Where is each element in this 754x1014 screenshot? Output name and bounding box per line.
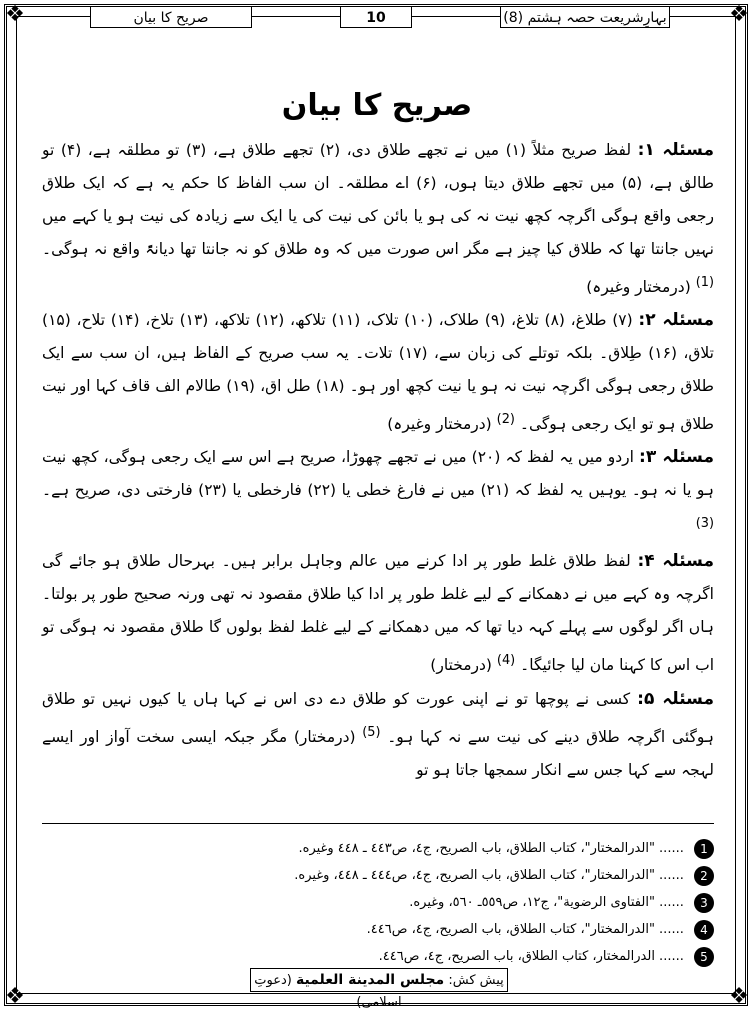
footnote-text: ...... الدرالمختار، كتاب الطلاق، باب الصريح، ج٤، ص٤٤٦. [378,949,684,964]
paragraph-text: لفظ طلاق غلط طور پر ادا کرنے میں عالم وجاہل برابر ہیں۔ بہرحال طلاق ہو جائے گی اگرچہ وہ کہے میں نے دھمکانے کے لیے غلط طور پر ادا کیا طلاق مقصود نہ تھی ورنہ صحیح طور پر بولتا۔ ہاں اگر لوگوں سے پہلے کہہ دیا تھا کہ میں دھمکانے کے لیے غلط لفظ بولوں گا طلاق مقصود نہ ہوگی تو اب اس کا کہنا مان لیا جائیگا۔ [42,552,714,675]
running-header [0,4,754,32]
corner-ornament-icon: ❖ [5,984,25,1009]
masala-paragraph [42,683,714,787]
footnote-number: 5 [694,947,714,967]
footnote-item [42,892,714,919]
footnote-ref[interactable]: (5) [362,724,381,740]
footnote-item [42,838,714,865]
footnote-number: 4 [694,920,714,940]
paragraph-text: اردو میں یہ لفظ کہ (۲۰) میں نے تجھے چھوڑا، صریح ہے اس سے ایک رجعی ہوگی، کچھ نیت ہو یا نہ ہو۔ یوہیں یہ لفظ کہ (۲۱) میں نے فارغ خطی یا (۲۲) فارخطی یا (۲۳) فارختی دی، صریح ہے۔ [42,448,715,500]
source-citation: (درمختار) [430,656,492,675]
source-citation: (درمختار وغیرہ) [586,278,691,297]
corner-ornament-icon: ❖ [5,2,25,27]
source-citation: (درمختار وغیرہ) [387,415,492,434]
footnote-text: ...... "الدرالمختار"، كتاب الطلاق، باب الصريح، ج٤، ص٤٤٦. [366,922,684,937]
footnote-text: ...... "الدرالمختار"، كتاب الطلاق، باب الصريح، ج٤، ص٤٤٤ ـ ٤٤٨، وغيره. [294,868,684,883]
page-number: 10 [340,6,412,28]
footnote-number: 2 [694,866,714,886]
masala-paragraph [42,441,714,545]
publisher-suffix: (دعوتِ اسلامی) [254,973,402,1010]
masala-label: مسئلہ ۲: [638,310,714,331]
masala-paragraph [42,545,714,682]
paragraph-text: (۷) طلاغ، (۸) تلاغ، (۹) طلاک، (۱۰) تلاک، (۱۱) تلاکھ، (۱۲) تلاکھ، (۱۳) تلاخ، (۱۴) تلاح، (۱۵) تلاق، (۱۶) طِلاق۔ بلکہ توتلے کی زبان سے، (۱۷) تلات۔ یہ سب صریح کے الفاظ ہیں، ان سب سے ایک طلاق رجعی ہوگی اگرچہ نیت نہ ہو یا نیت کچھ اور ہو۔ (۱۸) طل اق، (۱۹) طالام الف قاف کہا اور نیت طلاق ہو تو ایک رجعی ہوگی۔ [42,311,714,434]
footnotes [42,838,714,973]
publisher-footer [250,968,508,1010]
footnote-ref[interactable]: (1) [695,275,714,290]
corner-ornament-icon: ❖ [729,984,749,1009]
masala-paragraph [42,134,714,304]
footnote-item [42,865,714,892]
chapter-title: صریح کا بیان [90,6,252,28]
footnote-ref[interactable]: (2) [496,412,515,428]
masala-paragraph [42,304,714,441]
footnote-number: 3 [694,893,714,913]
paragraph-text: کسی نے پوچھا تو نے اپنی عورت کو طلاق دے دی اس نے کہا ہاں یا کیوں نہیں تو طلاق ہوگئی اگرچہ طلاق دینے کی نیت سے نہ کہا ہو۔ [42,689,714,746]
footnote-text: ...... "الدرالمختار"، كتاب الطلاق، باب الصريح، ج٤، ص٤٤٣ ـ ٤٤٨ وغيره. [298,841,684,856]
footnote-ref[interactable]: (4) [496,653,516,669]
source-citation: (درمختار) [293,727,356,746]
footnote-divider [42,823,714,824]
footnote-item [42,919,714,946]
section-title: صریح کا بیان [281,88,473,123]
paragraph-text-continued: مگر جبکہ ایسی سخت آواز اور ایسے لہجہ سے کہا جس سے انکار سمجھا جاتا ہو تو [42,727,714,779]
main-text [42,134,714,787]
footnote-text: ...... "الفتاوى الرضوية"، ج١٢، ص٥٥٩ـ ٥٦٠، وغيره. [409,895,684,910]
footnote-number: 1 [694,839,714,859]
book-title: بہارِشریعت حصہ ہشتم (8) [500,6,670,28]
publisher-name: مجلس المدينة العلمية [295,972,445,988]
masala-label: مسئلہ ۴: [637,551,714,572]
masala-label: مسئلہ ۳: [639,447,714,468]
masala-label: مسئلہ ۵: [637,688,714,709]
corner-ornament-icon: ❖ [729,2,749,27]
paragraph-text: لفظ صریح مثلاً (۱) میں نے تجھے طلاق دی، (۲) تجھے طلاق ہے، (۳) تو مطلقہ ہے، (۴) تو طالق ہے، (۵) میں تجھے طلاق دیتا ہوں، (۶) اے مطلقہ۔ ان سب الفاظ کا حکم یہ ہے کہ ایک طلاق رجعی واقع ہوگی اگرچہ کچھ نیت نہ کی ہو یا بائن کی نیت کی یا ایک سے زیادہ کی نیت ہو یا کہے میں نہیں جانتا تھا کہ طلاق کیا چیز ہے مگر اس صورت میں کہ وہ طلاق کو نہ جانتا تھا دیانۃً واقع نہ ہوگی۔ [42,141,715,258]
footnote-ref[interactable]: (3) [695,516,714,532]
footer-prefix: پیش کش: [448,973,504,988]
masala-label: مسئلہ ۱: [637,140,714,160]
